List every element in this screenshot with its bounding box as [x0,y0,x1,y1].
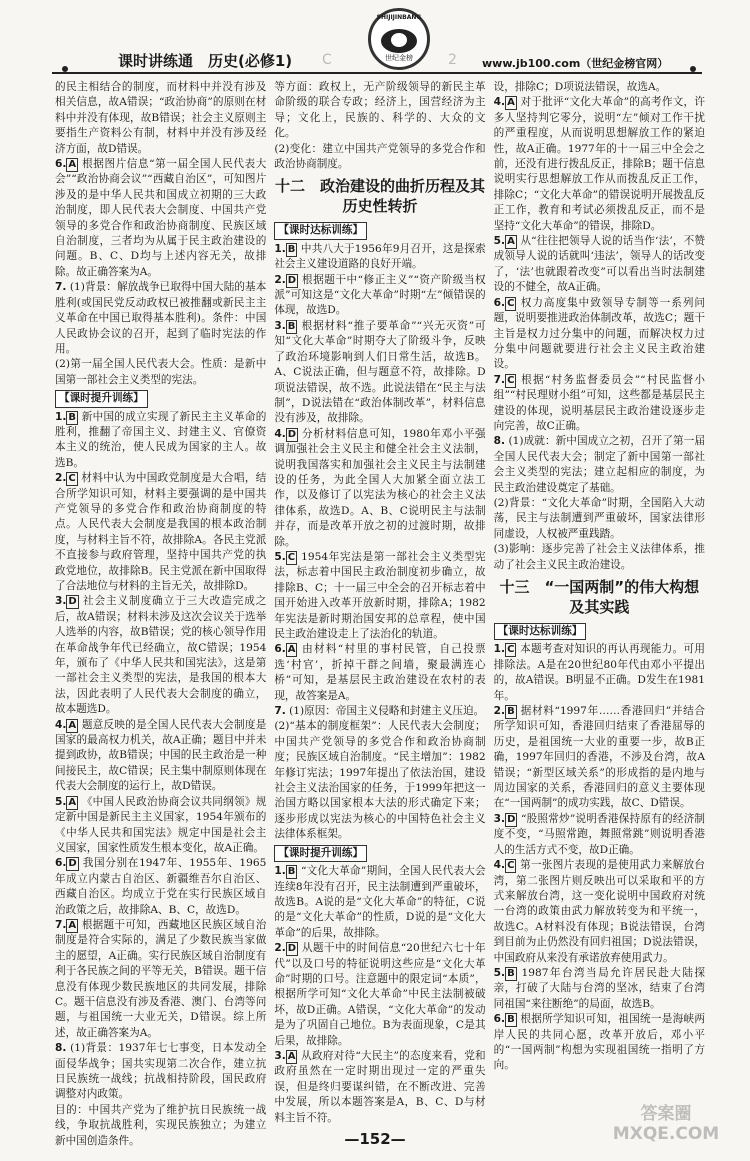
column-middle [274,80,486,1124]
answer-choice: B [507,967,515,979]
section-title: 十三 “一国两制”的伟大构想及其实践 [499,578,700,616]
question-number: 6. [274,643,286,656]
question-number: 7. [55,281,67,294]
answer-item [55,280,266,357]
question-number: 6. [493,296,506,309]
answer-item [494,234,705,296]
answer-text: 本题考查对知识的再认再现能力。可用排除法。A是在20世纪80年代由邓小平提出的，故A错误。B明显不正确。D发生在1981年。 [493,643,705,702]
question-number: 2. [493,705,506,718]
question-number: 1. [274,242,286,255]
answer-item [274,427,485,550]
answer-choice: D [287,274,297,286]
answer-item [494,373,705,435]
question-number: 6. [55,857,67,870]
paragraph: 等方面：政权上，无产阶级领导的新民主革命阶级的联合专政；经济上，国营经济为主导；文化上，民族的、科学的、大众的文化。 [274,81,486,140]
answer-item [274,1049,485,1126]
question-number: 3. [493,812,506,825]
question-number: 5. [493,966,506,979]
answer-choice: D [507,813,516,825]
answer-item [55,594,266,717]
answer-choice: A [287,644,296,656]
paragraph: (2)背景：“文化大革命”时期，全国陷入大动荡，民主与法制遭到严重破坏，国家法律形同虚设，人权被严重践踏。 [493,496,705,540]
answer-item [274,642,485,704]
question-number: 6. [55,158,67,171]
answer-choice: A [507,97,515,109]
answer-item [55,718,266,795]
answer-choice: B [68,411,77,423]
answer-item [494,434,705,496]
answer-text: 题意反映的是全国人民代表大会制度是国家的最高权力机关，故A正确；题目中并未提到政协，故B错误；中国的民主政治是一种间接民主，故C错误；民主集中制原则体现在代表大会制度的运行上，故D错误。 [55,718,267,793]
answer-text: “文化大革命”期间，全国人民代表大会连续8年没有召开，民主法制遭到严重破坏，故选B。A说的是“文化大革命”的特征，C说的是“文化大革命”的性质，D说的是“文化大革命”的后果，故排除。 [274,865,486,939]
answer-item [494,296,705,373]
logo-ring-text: SHIJIJINBANG [376,14,422,21]
paragraph: (3)影响：逐步完善了社会主义法律体系，推动了社会主义民主政治建设。 [493,543,705,571]
section-title: 十二 政治建设的曲折历程及其历史性转折 [274,177,485,216]
answer-text: 根据“村务监督委员会”“村民监督小组”“村民理财小组”可知，这些都是基层民主建设的体现，说明基层民主政治建设逐步走向完善，故C正确。 [493,373,705,432]
question-number: 5. [274,550,286,563]
question-number: 7. [274,705,286,718]
answer-text: 由材料“村里的事村民管，自己投票选‘村官’，折掉干群之间墙，聚最满连心桥”可知，是基层民主政治建设在农村的表现，故答案是A。 [274,643,486,702]
answer-item [274,704,485,719]
site-url: www.jb100.com（世纪金榜官网） [482,57,669,70]
training-label: 【课时达标训练】 [274,222,367,239]
answer-choice: C [507,374,515,386]
answer-text: (1)原因：帝国主义侵略和封建主义压迫。 [289,705,485,718]
paragraph: (2)第一届全国人民代表大会。性质：是新中国第一部社会主义类型的宪法。 [55,358,267,386]
answer-choice: D [287,428,297,440]
answer-text: 权力高度集中致领导专制等一系列问题，说明要推进政治体制改革，故选C；题干主旨是权力过分集中的问题，而解决权力过分集中问题就要进行社会主义民主政治建设。 [493,296,705,371]
answer-text: 1987年台湾当局允许居民赴大陆探亲，打破了大陆与台湾的坚冰，结束了台湾同祖国“来往断绝”的局面，故选B。 [493,966,705,1010]
logo-caption: 世纪金榜 [385,54,413,62]
question-number: 5. [55,795,67,808]
paragraph: (2)变化：建立中国共产党领导的多党合作和政治协商制度。 [274,142,486,171]
header-rule [52,72,702,74]
answer-item [274,273,485,319]
answer-item [274,242,485,273]
question-number: 1. [274,865,286,878]
answer-item [55,856,266,918]
question-number: 1. [55,410,67,423]
question-number: 2. [55,472,67,485]
faded-mark-left: C [322,52,332,68]
column-left [55,80,267,1147]
answer-choice: C [287,551,296,563]
answer-item [55,471,266,594]
eye-highlight-icon [391,33,407,47]
answer-text: 根据材料“推子要革命”“兴无灭资”可知“文化大革命”时期夺大了阶级斗争，反映了政治环境影响到人们日常生活，故选B。A、C说法正确，但与题意不符，故排除。D项说法错误，故不选。此说法错在“民主与法制”，D说法错在“政治体制改革”，材料信息没有涉及，故排除。 [274,319,486,425]
question-number: 5. [493,235,506,248]
answer-choice: A [287,1050,296,1062]
question-number: 7. [493,373,506,386]
publisher-logo [368,8,430,70]
answer-choice: B [507,1014,515,1026]
paragraph: 设，排除C；D项说法错误，故选A。 [493,81,667,93]
answer-text: 从政府对待“大民主”的态度来看，党和政府虽然在一定时期出现过一定的严重失误，但是终归要谋纠错，在不断改进、完善中发展，所以本题答案是A，B、C、D与材料主旨不符。 [274,1049,486,1124]
answer-text: 1954年宪法是第一部社会主义类型宪法，标志着中国民主政治制度初步确立，故排除B、C；十一届三中全会的召开标志着中国开始进入改革开放新时期，排除A；1982年宪法是新时期治国安邦的总章程，使中国民主政治建设走上了法治化的轨道。 [274,550,486,640]
question-number: 4. [493,96,506,109]
answer-text: 据材料“1997年……香港回归”并结合所学知识可知，香港回归结束了香港屈辱的历史，是祖国统一大业的重要一步，故B正确，1997年回归的香港，不涉及台湾，故A错误；“新型区域关系”的形成指的是内地与周边国家的关系，香港回归的意义主要体现在“一国两制”的成功实践，故C、D错误。 [493,705,705,810]
answer-choice: D [68,858,77,870]
answer-item [55,157,266,280]
answer-choice: A [507,236,515,248]
answer-text: 对于批评“文化大革命”的高考作文，许多人坚持判它零分，说明“左”倾对工作干扰的严重程度，从而说明思想解放工作的紧迫性，故A正确。1977年的十一届三中全会之前，还没有进行拨乱反正，排除B；题干信息说明实行思想解放工作从而拨乱反正工作，排除C；“文化大革命”的错误说明开展拨乱反正工作，教育和考试必须拨乱反正，而不是坚持“文化大革命”的错误，排除D。 [493,96,705,232]
answer-choice: B [287,320,296,332]
question-number: 7. [55,918,67,931]
answer-choice: A [68,159,77,171]
answer-text: (1)背景：解放战争已取得中国大陆的基本胜利(或国民党反动政权已被推翻或新民主主义革命在中国已取得基本胜利)。条件：中国人民政协会议的召开，起到了临时宪法的作用。 [55,281,267,355]
question-number: 4. [55,718,67,731]
answer-choice: C [507,644,515,656]
answer-item [494,95,705,234]
answer-item [274,864,485,941]
answer-text: “股照常炒”说明香港保持原有的经济制度不变，“马照常跑，舞照常跳”则说明香港人的生活方式不变，故D正确。 [493,812,705,856]
answer-choice: C [68,473,76,485]
answer-choice: A [68,919,77,931]
answer-item [494,966,705,1012]
question-number: 3. [55,595,67,608]
answer-text: 根据图片信息“第一届全国人民代表大会”“政治协商会议”“西藏自治区”，可知图片涉及的是中华人民共和国成立初期的三大政治制度，即人民代表大会制度、中国共产党领导的多党合作和政治协商制度、民族区域自治制度，三者均为从属于民主政治建设的问题。B、C、D均与上述内容无关，故排除。故正确答案为A。 [55,158,267,278]
answer-choice: B [287,866,296,878]
answer-item [494,704,705,812]
answer-item [55,1041,266,1103]
question-number: 8. [493,435,506,448]
watermark: 答案圈 MXQE.COM [612,1104,720,1144]
answer-text: (1)背景：1937年七七事变，日本发动全面侵华战争；国共实现第二次合作，建立抗日民族统一战线；抗战相持阶段，国民政府调整对内政策。 [55,1042,267,1101]
paragraph: 的民主相结合的制度，而材料中并没有涉及相关信息，故A错误；“政治协商”的原则在材料中并没有体现，故B错误；社会主义原则主要指生产资料公有制，材料中并没有涉及经济方面，故D错误。 [55,81,267,155]
training-label: 【课时提升训练】 [274,845,367,862]
answer-item [494,642,705,704]
answer-text: 材料中认为中国政党制度是大合唱，结合所学知识可知，材料主要强调的是中国共产党领导的多党合作和政治协商制度的特点。人民代表大会制度是我国的根本政治制度，与材料主旨不符，故排除A。各民主党派不直接参与政府管理，坚持中国共产党的执政党地位，故排除B。民主党派在新中国取得了合法地位与材料的主旨无关，故排除D。 [55,472,267,592]
answer-choice: C [507,860,515,872]
training-label: 【课时达标训练】 [494,623,587,640]
answer-text: 分析材料信息可知，1980年邓小平强调加强社会主义民主和健全社会主义法制，说明我国落实和加强社会主义民主与法制建设的任务，为此全国人大加紧全面立法工作，以及修订了以宪法为核心的社会主义法律体系，故选D。A、B、C说明民主与法制并存，而是改革开放之初的过渡时期，故排除。 [274,427,486,548]
question-number: 1. [493,643,506,656]
training-label: 【课时提升训练】 [55,390,148,407]
answer-text: 根据题干可知，西藏地区民族区域自治制度是符合实际的，满足了少数民族当家做主的愿望，A正确。实行民族区域自治制度有利于各民族之间的平等无关，B错误。题干信息没有体现少数民族地区的共同发展，排除C。题干信息没有涉及香港、澳门、台湾等问题，与祖国统一大业无关，D错误。综上所述，故正确答案为A。 [55,918,267,1039]
paragraph: (2)“基本的制度框架”：人民代表大会制度；中国共产党领导的多党合作和政治协商制度；民族区域自治制度。“民主增加”：1982年修订宪法；1997年提出了依法治国，建设社会主义法治国家的任务，于1999年把这一治国方略以国家根本大法的形式确定下来；逐步形成以宪法为核心的中国特色社会主义法律体系框架。 [274,720,486,841]
answer-choice: D [287,943,297,955]
question-number: 8. [55,1042,67,1055]
paragraph: 目的：中国共产党为了维护抗日民族统一战线，争取抗战胜利，实现民族独立；为建立新中国创造条件。 [55,1103,267,1147]
answer-choice: B [507,706,515,718]
answer-text: 社会主义制度确立于三大改造完成之后，故A错误；材料未涉及这次会议关于选举人选举的内容，故B错误；党的核心领导作用在革命战争年代已经确立，故C错误；1954年，颁布了《中华人民共和国宪法》，这是第一部社会主义类型的宪法，是我国的根本大法，因此表明了人民代表大会制度的确立，故本题选D。 [55,595,267,716]
answer-text: 根据所学知识可知，祖国统一是海峡两岸人民的共同心愿，改革开放后，邓小平的“一国两制”构想为实现祖国统一指明了方向。 [493,1013,705,1072]
question-number: 6. [493,1013,506,1026]
answer-text: (1)成就：新中国成立之初，召开了第一届全国人民代表大会；制定了新中国第一部社会主义类型的宪法；建立起相应的制度，为民主政治建设奠定了基础。 [493,435,705,494]
answer-choice: A [68,796,77,808]
answer-text: 从题干中的时间信息“20世纪六七十年代”以及口号的特征说明这些应是“文化大革命”时期的口号。注意题中的限定词“本质”，根据所学可知“文化大革命”中民主法制被破坏，故D正确。A错误，“文化大革命”的发动是为了巩固自己地位。B为表面现象，C是其后果，故排除。 [274,942,486,1047]
answer-choice: D [68,596,77,608]
answer-item [274,550,485,642]
answer-text: 第一张图片表现的是使用武力来解放台湾，第二张图片则反映出可以采取和平的方式来解放台湾，这一变化说明中国政府对统一台湾的政策由武力解放转变为和平统一，故选C。A材料没有体现；B说法错误，台湾到目前为止仍然没有回归祖国；D说法错误，中国政府从来没有承诺放弃使用武力。 [493,859,705,964]
page-number: —152— [344,1130,406,1148]
column-right [494,80,705,1120]
question-number: 2. [274,273,286,286]
question-number: 2. [274,942,286,955]
answer-text: 新中国的成立实现了新民主主义革命的胜利，推翻了帝国主义、封建主义、官僚资本主义的统治，使人民成为国家的主人。故选B。 [55,410,267,469]
answer-text: 根据题干中“修正主义”“资产阶级当权派”可知这是“文化大革命”时期“左”倾错误的体现，故选D。 [274,273,486,317]
answer-text: 中共八大于1956年9月召开，这是探索社会主义建设道路的良好开端。 [274,242,486,271]
question-number: 3. [274,1049,286,1062]
answer-item [55,918,266,1041]
question-number: 3. [274,319,286,332]
answer-text: 《中国人民政治协商会议共同纲领》规定新中国是新民主主义国家，1954年颁布的《中华人民共和国宪法》规定中国是社会主义国家，国家性质发生根本变化，故A正确。 [55,795,267,854]
page-header [0,0,750,78]
answer-text: 我国分别在1947年、1955年、1965年成立内蒙古自治区、新疆维吾尔自治区、西藏自治区。均成立于党在实行民族区域自治政策之后，故排除A、B、C，故选D。 [55,857,267,916]
answer-item [274,319,485,427]
answer-item [494,812,705,858]
answer-choice: A [68,719,77,731]
answer-choice: B [287,243,296,255]
answer-item [494,1012,705,1074]
answer-choice: C [507,297,515,309]
answer-item [55,795,266,857]
answer-item [494,858,705,966]
book-title: 课时讲练通 历史(必修1) [118,52,293,70]
answer-text: 从“往往把领导人说的话当作‘法’，不赞成领导人说的话就叫‘违法’，领导人的话改变了，‘法’也就跟着改变”可以看出当时法制建设的不健全，故A正确。 [493,235,705,294]
faded-mark-right: 2 [448,52,457,68]
answer-item [55,410,266,472]
question-number: 4. [274,427,286,440]
answer-item [274,941,485,1049]
question-number: 4. [493,859,506,872]
